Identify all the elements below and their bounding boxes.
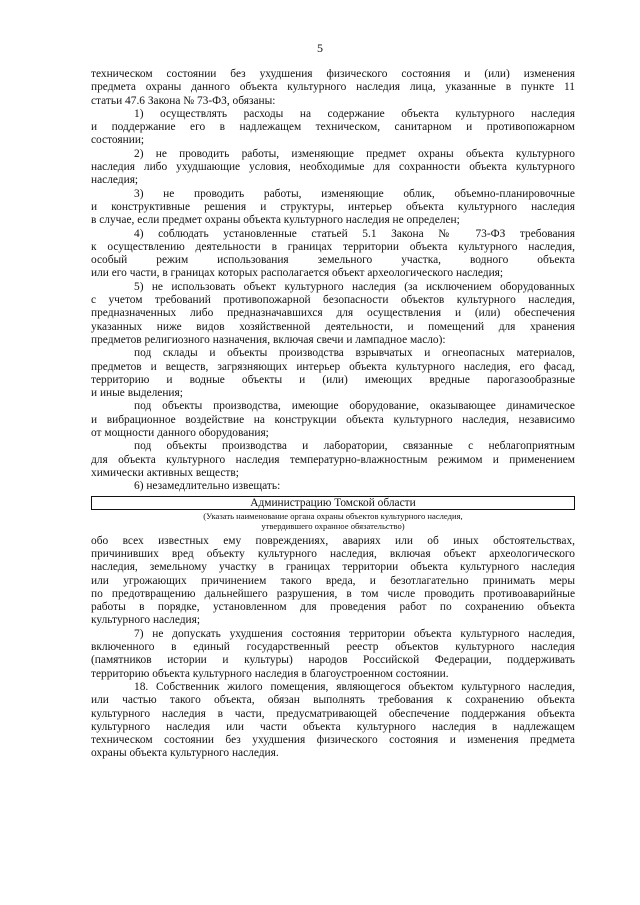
text-line: 1) осуществлять расходы на содержание объекта культурного наследия bbox=[134, 107, 575, 120]
text-line: под объекты производства и лаборатории, связанные с неблагоприятным bbox=[134, 440, 575, 453]
text-line: культурного наследия в части, предусматривающей обеспечение поддержания объекта bbox=[91, 707, 575, 720]
authority-caption bbox=[91, 511, 575, 532]
caption-line: утвердившего охранное обязательство) bbox=[261, 521, 405, 532]
text-line: для объекта культурного наследия температурно-влажностным режимом и применением bbox=[91, 453, 575, 466]
text-line: и иные выделения; bbox=[91, 387, 183, 400]
text-line: культурного наследия или части объекта культурного наследия в надлежащем bbox=[91, 720, 575, 733]
text-line: 3) не проводить работы, изменяющие облик, объемно-планировочные bbox=[134, 187, 575, 200]
text-line: предназначенных либо предназначавшихся для осуществления и (или) обеспечения bbox=[91, 307, 575, 320]
text-line: или частью такого объекта, обязан выполнять требования к сохранению объекта bbox=[91, 694, 575, 707]
text-line: предметов и веществ, загрязняющих интерьер объекта культурного наследия, его фасад, bbox=[91, 360, 575, 373]
text-line: в случае, если предмет охраны объекта культурного наследия не определен; bbox=[91, 214, 460, 227]
text-line: состоянии; bbox=[91, 134, 145, 147]
text-line: наследия; bbox=[91, 174, 139, 187]
text-line: 5) не использовать объект культурного наследия (за исключением оборудованных bbox=[134, 280, 575, 293]
paragraphs-after bbox=[91, 535, 575, 761]
text-line: под объекты производства, имеющие оборудование, оказывающее динамическое bbox=[134, 400, 575, 413]
text-line: или угрожающих причинением такого вреда, и безотлагательно принимать меры bbox=[91, 574, 575, 587]
text-line: указанных ниже видов хозяйственной деятельности, и помещений для хранения bbox=[91, 320, 575, 333]
text-line: или его части, в границах которых располагается объект археологического наследия; bbox=[91, 267, 504, 280]
text-line: и вибрационное воздействие на конструкции объекта культурного наследия, независимо bbox=[91, 413, 575, 426]
text-line: наследия, земельному участку в границах территории объекта культурного наследия bbox=[91, 561, 575, 574]
text-line: особый режим использования земельного участка, водного объекта bbox=[91, 254, 575, 267]
text-line: включенного в единый государственный реестр объектов культурного наследия bbox=[91, 641, 575, 654]
text-line: 6) незамедлительно извещать: bbox=[134, 480, 281, 493]
text-line: техническом состоянии без ухудшения физического состояния и (или) изменения bbox=[91, 68, 575, 80]
document-body bbox=[91, 68, 575, 761]
text-line: и поддержание его в надлежащем техническом, санитарном и противопожарном bbox=[91, 121, 575, 134]
text-line: охраны объекта культурного наследия. bbox=[91, 747, 279, 760]
text-line: (памятников истории и культуры) народов Российской Федерации, поддерживать bbox=[91, 654, 575, 667]
text-line: культурного наследия; bbox=[91, 614, 201, 627]
text-line: техническом состоянии без ухудшения физического состояния и изменения предмета bbox=[91, 734, 575, 747]
text-line: обо всех известных ему повреждениях, авариях или об иных обстоятельствах, bbox=[91, 534, 575, 547]
text-line: территорию объекта культурного наследия в благоустроенном состоянии. bbox=[91, 667, 449, 680]
text-line: предметов религиозного назначения, включая свечи и лампадное масло): bbox=[91, 333, 446, 346]
paragraphs-before bbox=[91, 68, 575, 494]
text-line: наследия либо ухудшающие условия, необходимые для сохранности объекта культурного bbox=[91, 161, 575, 174]
text-line: 7) не допускать ухудшения состояния территории объекта культурного наследия, bbox=[134, 627, 575, 640]
page-number: 5 bbox=[317, 41, 323, 55]
text-line: территорию и водные объекты и (или) имеющих вредные парогазообразные bbox=[91, 373, 575, 386]
text-line: под склады и объекты производства взрывчатых и огнеопасных материалов, bbox=[134, 347, 575, 360]
text-line: 18. Собственник жилого помещения, являющегося объектом культурного наследия, bbox=[134, 680, 575, 693]
text-line: от мощности данного оборудования; bbox=[91, 427, 269, 440]
text-line: с учетом требований противопожарной безопасности объектов культурного наследия, bbox=[91, 294, 575, 307]
caption-line: (Указать наименование органа охраны объектов культурного наследия, bbox=[203, 510, 463, 521]
text-line: 2) не проводить работы, изменяющие предмет охраны объекта культурного bbox=[134, 147, 575, 160]
text-line: предмета охраны данного объекта культурного наследия лица, указанные в пункте 11 bbox=[91, 81, 575, 94]
text-line: причинивших вред объекту культурного наследия, включая объект археологического bbox=[91, 547, 575, 560]
text-line: 4) соблюдать установленные статьей 5.1 Закона № 73-ФЗ требования bbox=[134, 227, 575, 240]
text-line: химически активных веществ; bbox=[91, 466, 239, 479]
authority-box: Администрацию Томской области bbox=[91, 496, 575, 510]
text-line: к осуществлению деятельности в границах территории объекта культурного наследия, bbox=[91, 240, 575, 253]
text-line: статьи 47.6 Закона № 73-ФЗ, обязаны: bbox=[91, 94, 276, 107]
text-line: работы в порядке, установленном для проведения работ по сохранению объекта bbox=[91, 601, 575, 614]
text-line: и конструктивные решения и структуры, интерьер объекта культурного наследия bbox=[91, 200, 575, 213]
text-line: по предотвращению дальнейшего разрушения, в том числе проводить противоаварийные bbox=[91, 587, 575, 600]
